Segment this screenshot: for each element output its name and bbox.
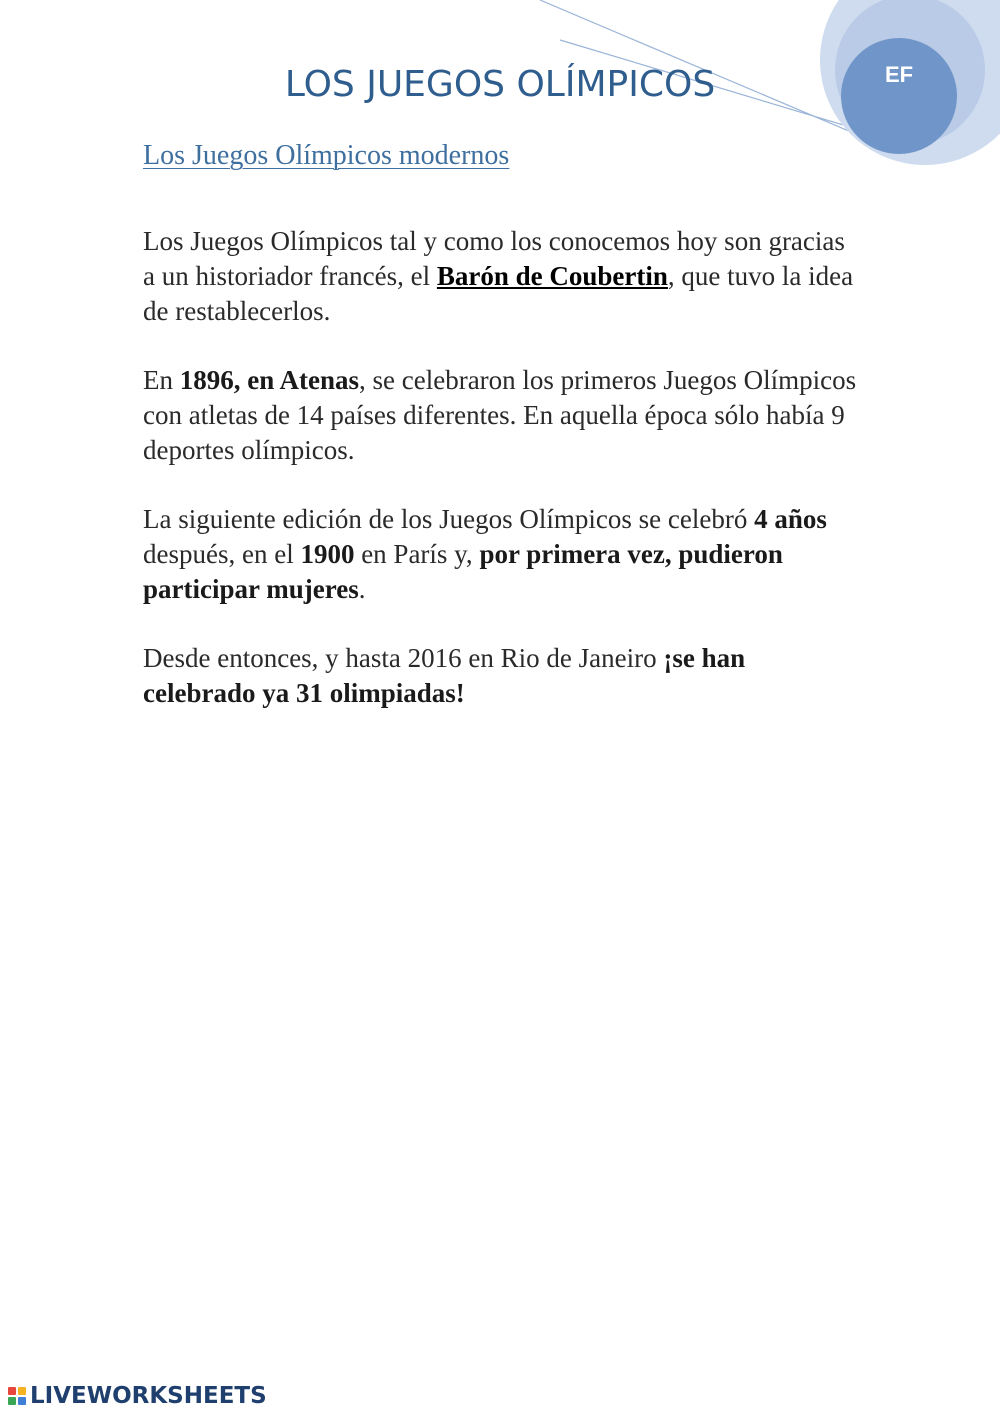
p3-bold-1900: 1900 bbox=[300, 539, 355, 569]
p3-text-e: en París y, bbox=[354, 539, 480, 569]
p4-bold-olympiads: ¡se han celebrado ya 31 olimpiadas! bbox=[143, 643, 746, 708]
coubertin-link[interactable]: Barón de Coubertin bbox=[436, 261, 668, 291]
p4-text-a: Desde entonces, y hasta 2016 en Rio de Janeiro bbox=[143, 643, 664, 673]
section-subtitle: Los Juegos Olímpicos modernos bbox=[143, 140, 510, 171]
p1-text-c: , que tuvo la idea de restablecerlos. bbox=[143, 261, 854, 326]
paragraph-coubertin bbox=[143, 224, 863, 329]
p3-bold-women: por primera vez, pudieron participar mujeres bbox=[143, 539, 783, 604]
p2-text-c: , se celebraron los primeros Juegos Olímpicos con atletas de 14 países diferentes. En aquella época sólo había 9 deportes olímpicos. bbox=[143, 365, 857, 465]
paragraph-athens bbox=[143, 363, 863, 468]
p3-text-c: después, en el bbox=[143, 539, 301, 569]
paragraph-rio bbox=[143, 641, 863, 711]
liveworksheets-logo[interactable] bbox=[8, 1382, 267, 1410]
p3-text-a: La siguiente edición de los Juegos Olímpicos se celebró bbox=[143, 504, 755, 534]
paragraph-paris bbox=[143, 502, 863, 607]
document-body bbox=[143, 224, 863, 745]
p3-bold-years: 4 años bbox=[754, 504, 827, 534]
p2-text-a: En bbox=[143, 365, 180, 395]
logo-text: LIVEWORKSHEETS bbox=[30, 1383, 267, 1409]
p1-text-a: Los Juegos Olímpicos tal y como los conocemos hoy son gracias a un historiador francés, el bbox=[143, 226, 845, 291]
p3-text-g: . bbox=[358, 574, 366, 604]
logo-grid-icon bbox=[8, 1387, 26, 1405]
ef-badge: EF bbox=[884, 62, 914, 87]
page-title: LOS JUEGOS OLÍMPICOS bbox=[284, 64, 716, 105]
p2-bold-athens: 1896, en Atenas bbox=[179, 365, 360, 395]
